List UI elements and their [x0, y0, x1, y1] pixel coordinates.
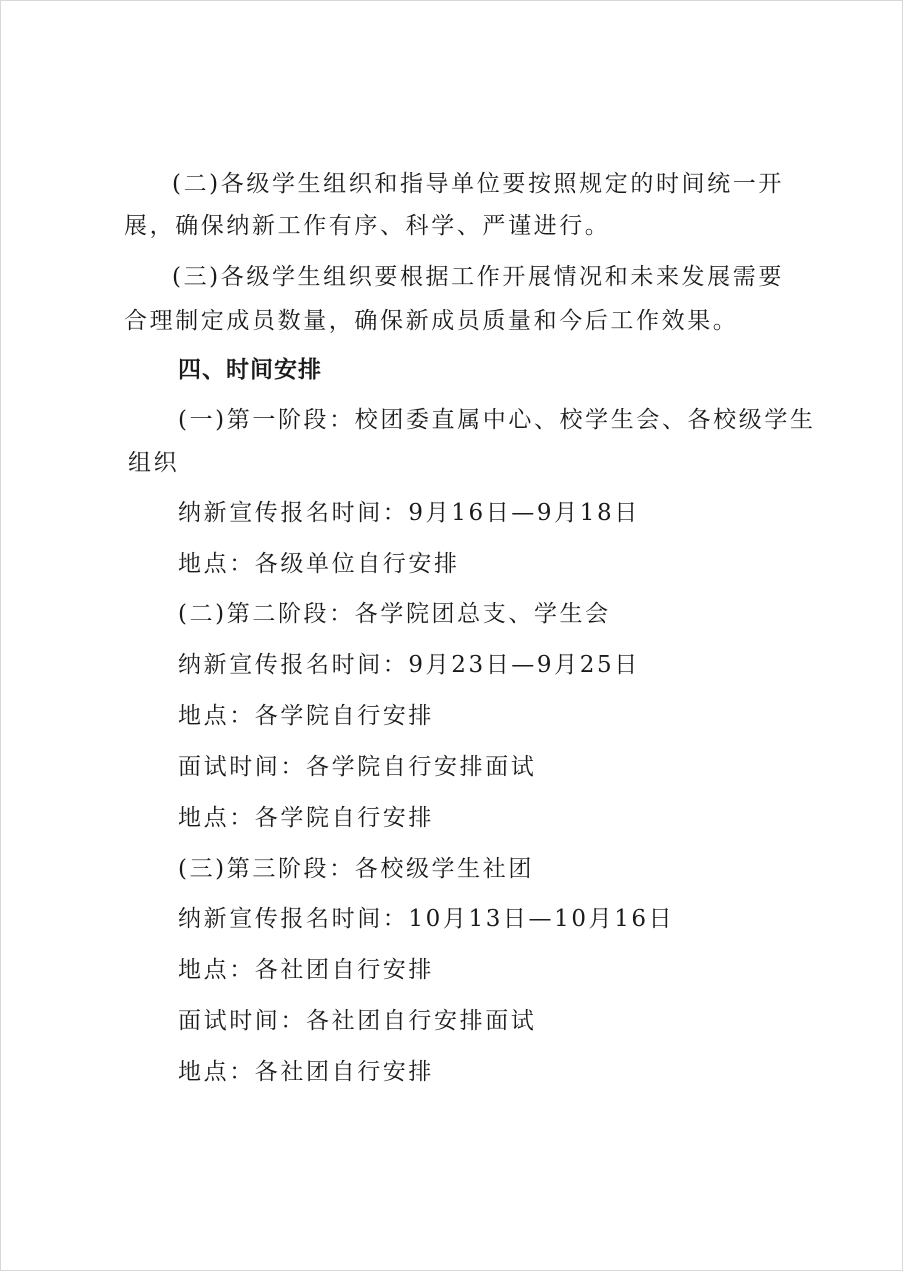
stage-3-location: 地点：各社团自行安排: [178, 957, 434, 983]
stage-2-location: 地点：各学院自行安排: [178, 703, 434, 729]
paragraph-3-line-1: (三)各级学生组织要根据工作开展情况和未来发展需要: [172, 264, 784, 290]
section-heading: 四、时间安排: [178, 357, 322, 383]
paragraph-2-line-2: 展，确保纳新工作有序、科学、严谨进行。: [124, 213, 611, 239]
paragraph-2-line-1: (二)各级学生组织和指导单位要按照规定的时间统一开: [172, 171, 784, 197]
stage-2-interview-time: 面试时间：各学院自行安排面试: [178, 754, 537, 780]
stage-1-signup-time: 纳新宣传报名时间：9月16日—9月18日: [178, 500, 640, 526]
paragraph-3-line-2: 合理制定成员数量，确保新成员质量和今后工作效果。: [124, 308, 739, 334]
stage-1-title-line-2: 组织: [128, 450, 180, 476]
stage-3-interview-time: 面试时间：各社团自行安排面试: [178, 1008, 537, 1034]
stage-3-title: (三)第三阶段：各校级学生社团: [178, 856, 534, 882]
stage-2-interview-location: 地点：各学院自行安排: [178, 805, 434, 831]
stage-2-title: (二)第二阶段：各学院团总支、学生会: [178, 601, 611, 627]
stage-1-title-line-1: (一)第一阶段：校团委直属中心、校学生会、各校级学生: [178, 407, 816, 433]
stage-1-location: 地点：各级单位自行安排: [178, 551, 460, 577]
stage-3-interview-location: 地点：各社团自行安排: [178, 1059, 434, 1085]
stage-3-signup-time: 纳新宣传报名时间：10月13日—10月16日: [178, 906, 675, 932]
stage-2-signup-time: 纳新宣传报名时间：9月23日—9月25日: [178, 652, 640, 678]
